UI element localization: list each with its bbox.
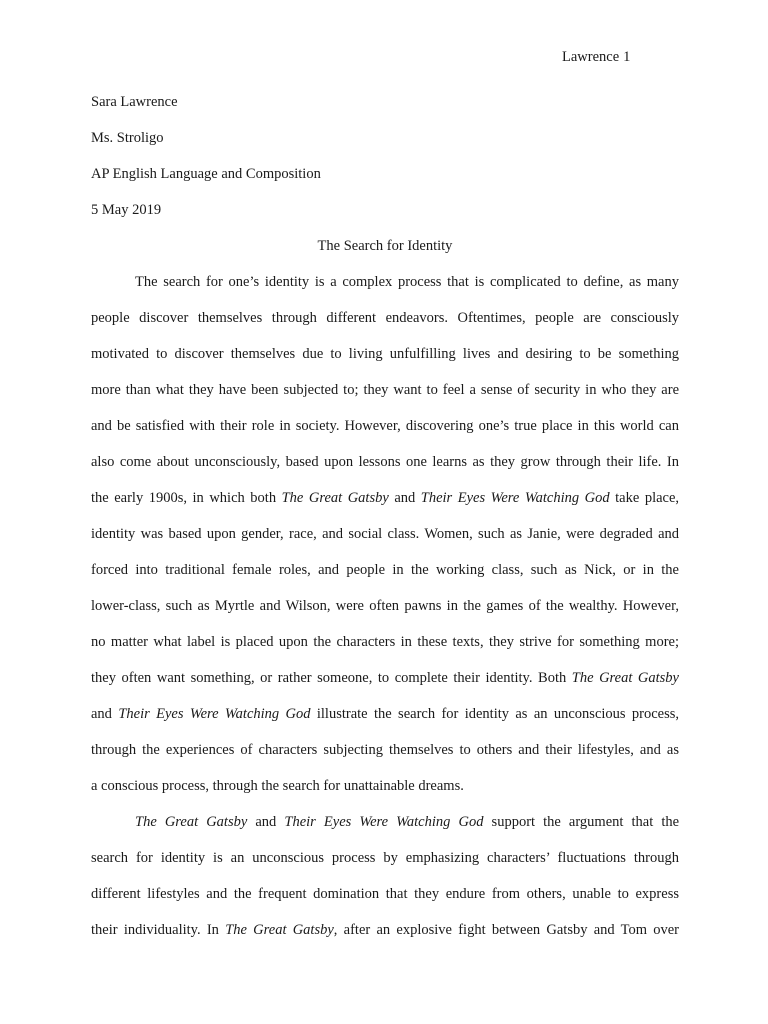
paragraph-2-line: different lifestyles and the frequent domination that they endure from others, unable to express <box>91 886 679 902</box>
text-run: the early 1900s, in which both <box>91 490 277 506</box>
paragraph-2-line <box>91 811 679 847</box>
heading-student-name: Sara Lawrence <box>91 94 178 110</box>
paragraph-1-line: motivated to discover themselves due to living unfulfilling lives and desiring to be something <box>91 346 679 362</box>
heading-course: AP English Language and Composition <box>91 166 321 182</box>
document-body <box>91 91 679 955</box>
text-run: their individuality. In <box>91 922 219 938</box>
paragraph-1-line: no matter what label is placed upon the characters in these texts, they strive for something more; <box>91 634 679 650</box>
paragraph-2-line: search for identity is an unconscious process by emphasizing characters’ fluctuations through <box>91 850 679 866</box>
book-title-their-eyes: Their Eyes Were Watching God <box>118 706 311 722</box>
paragraph-1-line: identity was based upon gender, race, and social class. Women, such as Janie, were degraded and <box>91 526 679 542</box>
text-run: and <box>255 814 277 830</box>
paragraph-1-line <box>91 667 679 703</box>
text-run: , after an explosive fight between Gatsby and Tom over <box>333 922 679 938</box>
paragraph-1-line: also come about unconsciously, based upon lessons one learns as they grow through their life. In <box>91 454 679 470</box>
paragraph-1-line: and be satisfied with their role in society. However, discovering one’s true place in this world can <box>91 418 679 434</box>
book-title-gatsby: The Great Gatsby <box>225 922 334 938</box>
paragraph-1-line: forced into traditional female roles, and people in the working class, such as Nick, or in the <box>91 562 679 578</box>
paragraph-1-line: The search for one’s identity is a complex process that is complicated to define, as many <box>135 274 679 290</box>
text-run: take place, <box>615 490 679 506</box>
text-run: and <box>394 490 416 506</box>
paragraph-1-line: a conscious process, through the search for unattainable dreams. <box>91 778 464 794</box>
text-run: and <box>91 706 112 722</box>
heading-teacher-name: Ms. Stroligo <box>91 130 164 146</box>
book-title-gatsby: The Great Gatsby <box>281 490 389 506</box>
heading-date: 5 May 2019 <box>91 202 162 218</box>
paragraph-1-line <box>91 487 679 523</box>
running-header <box>562 46 630 68</box>
text-run: they often want something, or rather someone, to complete their identity. Both <box>91 670 567 686</box>
paragraph-1-line: people discover themselves through different endeavors. Oftentimes, people are consciously <box>91 310 679 326</box>
header-author-surname: Lawrence <box>562 49 620 65</box>
paragraph-2-line <box>91 919 679 955</box>
paragraph-1-line: lower-class, such as Myrtle and Wilson, were often pawns in the games of the wealthy. However, <box>91 598 679 614</box>
text-run: illustrate the search for identity as an unconscious process, <box>316 706 679 722</box>
paragraph-1-line: through the experiences of characters subjecting themselves to others and their lifestyles, and as <box>91 742 679 758</box>
essay-title: The Search for Identity <box>317 238 453 254</box>
paragraph-1-line <box>91 703 679 739</box>
paragraph-1-line: more than what they have been subjected to; they want to feel a sense of security in who they are <box>91 382 679 398</box>
text-run: support the argument that the <box>491 814 679 830</box>
book-title-their-eyes: Their Eyes Were Watching God <box>284 814 484 830</box>
book-title-their-eyes: Their Eyes Were Watching God <box>420 490 610 506</box>
book-title-gatsby: The Great Gatsby <box>571 670 679 686</box>
book-title-gatsby: The Great Gatsby <box>135 814 248 830</box>
header-page-number: 1 <box>623 49 631 65</box>
